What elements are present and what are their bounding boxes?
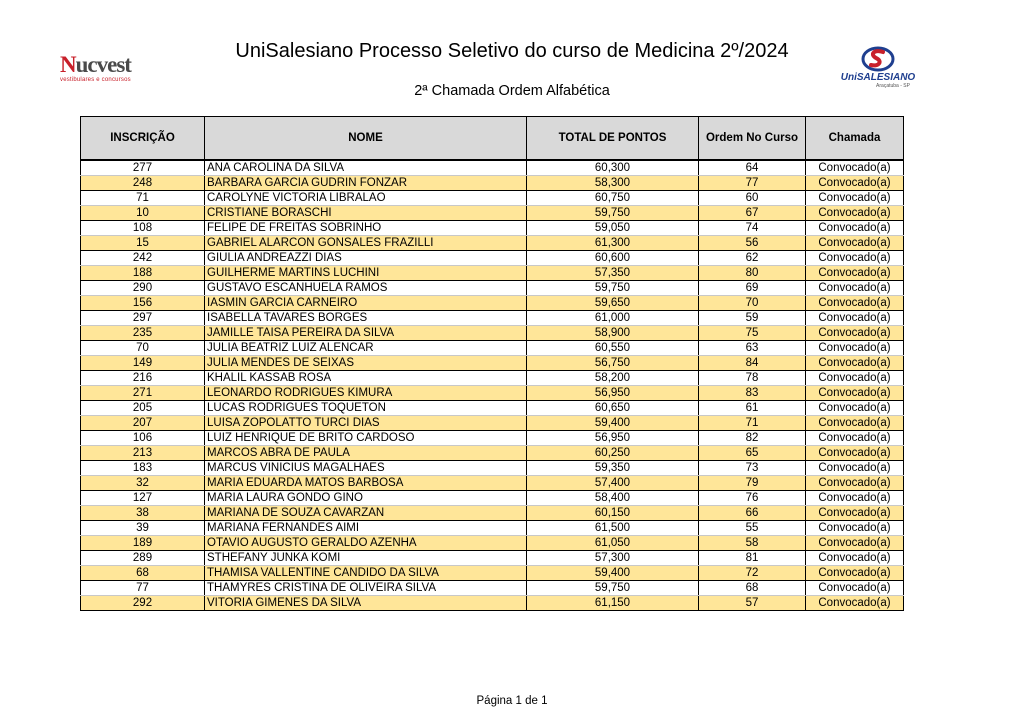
cell-ordem-curso: 73	[699, 461, 806, 476]
cell-total-pontos: 60,550	[527, 341, 699, 356]
table-row	[81, 281, 904, 296]
cell-chamada: Convocado(a)	[806, 581, 904, 596]
cell-inscricao: 216	[81, 371, 205, 386]
cell-chamada: Convocado(a)	[806, 446, 904, 461]
cell-ordem-curso: 78	[699, 371, 806, 386]
table-row	[81, 326, 904, 341]
cell-inscricao: 70	[81, 341, 205, 356]
page-title: UniSalesiano Processo Seletivo do curso de Medicina 2º/2024	[235, 40, 789, 62]
cell-nome: VITORIA GIMENES DA SILVA	[205, 596, 527, 611]
cell-ordem-curso: 69	[699, 281, 806, 296]
cell-chamada: Convocado(a)	[806, 326, 904, 341]
cell-total-pontos: 59,400	[527, 416, 699, 431]
cell-nome: JULIA BEATRIZ LUIZ ALENCAR	[205, 341, 527, 356]
nucvest-logo-mark: Nucvest	[60, 52, 131, 77]
cell-nome: FELIPE DE FREITAS SOBRINHO	[205, 221, 527, 236]
table-row	[81, 251, 904, 266]
cell-inscricao: 127	[81, 491, 205, 506]
cell-chamada: Convocado(a)	[806, 356, 904, 371]
table-row	[81, 266, 904, 281]
cell-nome: GUILHERME MARTINS LUCHINI	[205, 266, 527, 281]
cell-chamada: Convocado(a)	[806, 266, 904, 281]
cell-nome: MARIANA DE SOUZA CAVARZAN	[205, 506, 527, 521]
unisalesiano-logo-name: UniSALESIANO	[840, 72, 916, 83]
cell-total-pontos: 61,050	[527, 536, 699, 551]
column-header-ordem-curso: Ordem No Curso	[699, 117, 806, 161]
column-header-total-pontos: TOTAL DE PONTOS	[527, 117, 699, 161]
cell-inscricao: 15	[81, 236, 205, 251]
column-header-chamada: Chamada	[806, 117, 904, 161]
cell-inscricao: 108	[81, 221, 205, 236]
cell-ordem-curso: 57	[699, 596, 806, 611]
cell-ordem-curso: 62	[699, 251, 806, 266]
cell-chamada: Convocado(a)	[806, 221, 904, 236]
table-row	[81, 356, 904, 371]
cell-inscricao: 242	[81, 251, 205, 266]
cell-ordem-curso: 80	[699, 266, 806, 281]
table-row	[81, 596, 904, 611]
cell-ordem-curso: 65	[699, 446, 806, 461]
cell-total-pontos: 60,150	[527, 506, 699, 521]
cell-inscricao: 248	[81, 176, 205, 191]
cell-inscricao: 213	[81, 446, 205, 461]
table-header-row	[81, 117, 904, 161]
cell-nome: GIULIA ANDREAZZI DIAS	[205, 251, 527, 266]
unisalesiano-emblem-icon	[861, 46, 895, 72]
cell-inscricao: 235	[81, 326, 205, 341]
cell-ordem-curso: 70	[699, 296, 806, 311]
cell-ordem-curso: 75	[699, 326, 806, 341]
cell-ordem-curso: 56	[699, 236, 806, 251]
cell-inscricao: 38	[81, 506, 205, 521]
cell-chamada: Convocado(a)	[806, 386, 904, 401]
cell-inscricao: 77	[81, 581, 205, 596]
cell-chamada: Convocado(a)	[806, 536, 904, 551]
cell-ordem-curso: 83	[699, 386, 806, 401]
cell-nome: LEONARDO RODRIGUES KIMURA	[205, 386, 527, 401]
cell-inscricao: 32	[81, 476, 205, 491]
table-row	[81, 551, 904, 566]
table-row	[81, 191, 904, 206]
table-row	[81, 176, 904, 191]
cell-ordem-curso: 68	[699, 581, 806, 596]
cell-chamada: Convocado(a)	[806, 506, 904, 521]
cell-chamada: Convocado(a)	[806, 566, 904, 581]
cell-total-pontos: 57,300	[527, 551, 699, 566]
cell-chamada: Convocado(a)	[806, 191, 904, 206]
cell-total-pontos: 58,400	[527, 491, 699, 506]
cell-ordem-curso: 66	[699, 506, 806, 521]
cell-nome: LUIZ HENRIQUE DE BRITO CARDOSO	[205, 431, 527, 446]
cell-inscricao: 188	[81, 266, 205, 281]
cell-ordem-curso: 74	[699, 221, 806, 236]
table-row	[81, 311, 904, 326]
cell-nome: IASMIN GARCIA CARNEIRO	[205, 296, 527, 311]
cell-nome: OTAVIO AUGUSTO GERALDO AZENHA	[205, 536, 527, 551]
cell-total-pontos: 60,750	[527, 191, 699, 206]
cell-total-pontos: 61,000	[527, 311, 699, 326]
table-row	[81, 566, 904, 581]
cell-inscricao: 10	[81, 206, 205, 221]
table-row	[81, 536, 904, 551]
cell-inscricao: 189	[81, 536, 205, 551]
cell-inscricao: 297	[81, 311, 205, 326]
cell-chamada: Convocado(a)	[806, 596, 904, 611]
cell-nome: MARCUS VINICIUS MAGALHAES	[205, 461, 527, 476]
cell-nome: KHALIL KASSAB ROSA	[205, 371, 527, 386]
cell-inscricao: 39	[81, 521, 205, 536]
cell-total-pontos: 57,350	[527, 266, 699, 281]
cell-nome: JULIA MENDES DE SEIXAS	[205, 356, 527, 371]
cell-nome: MARIA EDUARDA MATOS BARBOSA	[205, 476, 527, 491]
cell-nome: ISABELLA TAVARES BORGES	[205, 311, 527, 326]
table-row	[81, 461, 904, 476]
cell-chamada: Convocado(a)	[806, 416, 904, 431]
cell-chamada: Convocado(a)	[806, 296, 904, 311]
cell-ordem-curso: 84	[699, 356, 806, 371]
cell-total-pontos: 59,750	[527, 581, 699, 596]
cell-total-pontos: 59,050	[527, 221, 699, 236]
cell-inscricao: 289	[81, 551, 205, 566]
cell-ordem-curso: 55	[699, 521, 806, 536]
cell-inscricao: 71	[81, 191, 205, 206]
table-row	[81, 371, 904, 386]
table-row	[81, 581, 904, 596]
cell-chamada: Convocado(a)	[806, 176, 904, 191]
table-row	[81, 506, 904, 521]
cell-inscricao: 292	[81, 596, 205, 611]
cell-nome: JAMILLE TAISA PEREIRA DA SILVA	[205, 326, 527, 341]
cell-nome: CAROLYNE VICTORIA LIBRALAO	[205, 191, 527, 206]
nucvest-logo-tagline: vestibulares e concursos	[60, 77, 131, 83]
cell-chamada: Convocado(a)	[806, 431, 904, 446]
table-row	[81, 236, 904, 251]
cell-chamada: Convocado(a)	[806, 551, 904, 566]
unisalesiano-logo-location: Araçatuba - SP	[876, 83, 910, 89]
table-row	[81, 401, 904, 416]
cell-ordem-curso: 58	[699, 536, 806, 551]
cell-ordem-curso: 76	[699, 491, 806, 506]
table-row	[81, 160, 904, 176]
table-body	[81, 160, 904, 611]
table-row	[81, 476, 904, 491]
cell-chamada: Convocado(a)	[806, 206, 904, 221]
cell-chamada: Convocado(a)	[806, 281, 904, 296]
cell-inscricao: 271	[81, 386, 205, 401]
cell-ordem-curso: 64	[699, 160, 806, 176]
table-row	[81, 521, 904, 536]
cell-nome: MARCOS ABRA DE PAULA	[205, 446, 527, 461]
cell-total-pontos: 61,500	[527, 521, 699, 536]
page-subtitle: 2ª Chamada Ordem Alfabética	[414, 83, 610, 99]
cell-ordem-curso: 77	[699, 176, 806, 191]
cell-chamada: Convocado(a)	[806, 160, 904, 176]
cell-nome: LUCAS RODRIGUES TOQUETON	[205, 401, 527, 416]
cell-inscricao: 149	[81, 356, 205, 371]
cell-total-pontos: 59,750	[527, 206, 699, 221]
cell-total-pontos: 58,300	[527, 176, 699, 191]
cell-nome: STHEFANY JUNKA KOMI	[205, 551, 527, 566]
cell-nome: GABRIEL ALARCON GONSALES FRAZILLI	[205, 236, 527, 251]
column-header-inscricao: INSCRIÇÃO	[81, 117, 205, 161]
cell-nome: MARIA LAURA GONDO GINO	[205, 491, 527, 506]
cell-total-pontos: 60,250	[527, 446, 699, 461]
cell-nome: LUISA ZOPOLATTO TURCI DIAS	[205, 416, 527, 431]
cell-inscricao: 290	[81, 281, 205, 296]
cell-inscricao: 207	[81, 416, 205, 431]
cell-total-pontos: 61,150	[527, 596, 699, 611]
table-row	[81, 386, 904, 401]
cell-chamada: Convocado(a)	[806, 491, 904, 506]
cell-ordem-curso: 82	[699, 431, 806, 446]
cell-total-pontos: 59,350	[527, 461, 699, 476]
cell-inscricao: 68	[81, 566, 205, 581]
cell-chamada: Convocado(a)	[806, 236, 904, 251]
unisalesiano-logo	[832, 46, 924, 96]
page-number: Página 1 de 1	[476, 695, 548, 707]
cell-chamada: Convocado(a)	[806, 371, 904, 386]
cell-ordem-curso: 81	[699, 551, 806, 566]
cell-nome: MARIANA FERNANDES AIMI	[205, 521, 527, 536]
table-row	[81, 206, 904, 221]
cell-total-pontos: 58,200	[527, 371, 699, 386]
cell-nome: THAMISA VALLENTINE CANDIDO DA SILVA	[205, 566, 527, 581]
cell-total-pontos: 60,650	[527, 401, 699, 416]
cell-inscricao: 277	[81, 160, 205, 176]
cell-total-pontos: 60,600	[527, 251, 699, 266]
table-row	[81, 221, 904, 236]
cell-total-pontos: 58,900	[527, 326, 699, 341]
cell-ordem-curso: 61	[699, 401, 806, 416]
table-row	[81, 416, 904, 431]
cell-chamada: Convocado(a)	[806, 461, 904, 476]
cell-ordem-curso: 60	[699, 191, 806, 206]
cell-total-pontos: 59,650	[527, 296, 699, 311]
cell-ordem-curso: 59	[699, 311, 806, 326]
cell-ordem-curso: 63	[699, 341, 806, 356]
cell-total-pontos: 56,950	[527, 386, 699, 401]
cell-chamada: Convocado(a)	[806, 311, 904, 326]
cell-total-pontos: 56,950	[527, 431, 699, 446]
cell-total-pontos: 59,400	[527, 566, 699, 581]
table-row	[81, 446, 904, 461]
column-header-nome: NOME	[205, 117, 527, 161]
cell-nome: THAMYRES CRISTINA DE OLIVEIRA SILVA	[205, 581, 527, 596]
cell-chamada: Convocado(a)	[806, 401, 904, 416]
table-row	[81, 431, 904, 446]
cell-ordem-curso: 72	[699, 566, 806, 581]
cell-nome: BARBARA GARCIA GUDRIN FONZAR	[205, 176, 527, 191]
cell-ordem-curso: 71	[699, 416, 806, 431]
cell-total-pontos: 61,300	[527, 236, 699, 251]
cell-chamada: Convocado(a)	[806, 521, 904, 536]
cell-chamada: Convocado(a)	[806, 476, 904, 491]
cell-nome: CRISTIANE BORASCHI	[205, 206, 527, 221]
results-table	[80, 116, 904, 611]
cell-total-pontos: 57,400	[527, 476, 699, 491]
table-row	[81, 491, 904, 506]
cell-nome: GUSTAVO ESCANHUELA RAMOS	[205, 281, 527, 296]
cell-ordem-curso: 67	[699, 206, 806, 221]
cell-nome: ANA CAROLINA DA SILVA	[205, 160, 527, 176]
cell-chamada: Convocado(a)	[806, 341, 904, 356]
cell-ordem-curso: 79	[699, 476, 806, 491]
cell-total-pontos: 60,300	[527, 160, 699, 176]
cell-total-pontos: 56,750	[527, 356, 699, 371]
table-row	[81, 296, 904, 311]
table-row	[81, 341, 904, 356]
cell-inscricao: 205	[81, 401, 205, 416]
cell-inscricao: 183	[81, 461, 205, 476]
cell-inscricao: 156	[81, 296, 205, 311]
cell-chamada: Convocado(a)	[806, 251, 904, 266]
cell-total-pontos: 59,750	[527, 281, 699, 296]
cell-inscricao: 106	[81, 431, 205, 446]
